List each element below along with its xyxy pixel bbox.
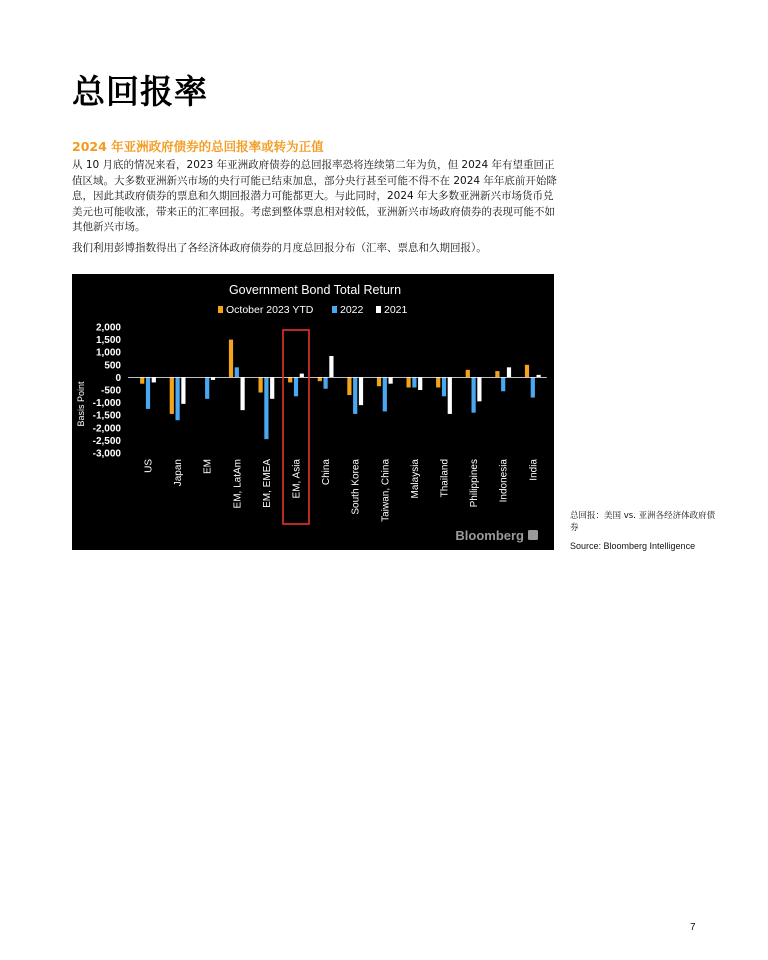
bar-1-12 [501,377,505,391]
x-tick-label: Philippines [469,459,481,508]
bar-2-12 [507,367,511,377]
bar-2-5 [300,374,304,378]
x-tick-label: EM, LatAm [232,459,244,509]
chart-source: Source: Bloomberg Intelligence [570,541,696,551]
chart-legend [218,304,408,316]
bar-0-11 [466,370,470,378]
x-tick-label: Indonesia [498,459,510,503]
bar-1-1 [176,377,180,420]
y-tick-label: -500 [100,385,121,397]
bar-1-2 [205,377,209,398]
chart-bars [140,340,541,440]
bar-1-7 [353,377,357,414]
x-tick-label: China [321,459,333,486]
section-heading: 2024 年亚洲政府债券的总回报率或转为正值 [72,139,324,154]
bar-0-8 [377,377,381,386]
y-tick-label: 500 [104,360,121,372]
y-axis-ticks [93,323,122,460]
bar-0-6 [318,377,322,381]
bar-1-8 [383,377,387,411]
bar-1-3 [235,367,239,377]
legend-label-1: 2022 [340,304,364,316]
bar-0-10 [436,377,440,387]
bar-2-0 [152,377,156,382]
y-tick-label: 1,000 [95,347,121,359]
bar-0-9 [407,377,411,387]
bar-0-5 [288,377,292,382]
y-tick-label: 0 [115,372,121,384]
x-tick-label: Malaysia [409,459,421,499]
x-tick-label: Taiwan, China [380,459,392,522]
x-tick-label: Japan [173,459,185,487]
bar-0-13 [525,365,529,378]
legend-label-0: October 2023 YTD [226,304,314,316]
bar-1-4 [264,377,268,439]
bar-1-5 [294,377,298,396]
bar-2-6 [329,356,333,377]
legend-swatch-1 [332,306,337,313]
x-tick-label: South Korea [350,459,362,515]
bar-1-11 [472,377,476,412]
bar-1-9 [412,377,416,387]
legend-label-2: 2021 [384,304,408,316]
y-tick-label: -1,000 [92,398,121,410]
bar-2-10 [448,377,452,414]
bar-2-9 [418,377,422,390]
bar-1-10 [442,377,446,396]
bar-0-0 [140,377,144,383]
bar-2-11 [477,377,481,401]
page-number: 7 [690,922,696,933]
y-tick-label: -1,500 [92,410,121,422]
x-tick-label: EM, EMEA [261,459,273,508]
bar-2-8 [389,377,393,383]
y-axis-title: Basis Point [76,381,86,427]
x-axis-labels [144,459,540,522]
bar-0-3 [229,340,233,378]
bar-2-1 [181,377,185,403]
bloomberg-watermark [455,528,538,543]
bar-0-7 [347,377,351,395]
chart-caption: 总回报：美国 vs. 亚洲各经济体政府债券 [570,511,716,533]
bar-1-6 [324,377,328,388]
bloomberg-terminal-icon [528,530,538,540]
x-tick-label: Thailand [439,459,451,498]
bar-0-12 [495,371,499,377]
y-tick-label: -2,000 [92,423,121,435]
x-tick-label: India [528,459,540,481]
method-paragraph: 我们利用彭博指数得出了各经济体政府债券的月度总回报分布（汇率、票息和久期回报）。 [72,242,487,254]
bar-1-0 [146,377,150,409]
bond-return-chart [72,274,554,550]
page-title: 总回报率 [72,72,208,111]
legend-swatch-2 [376,306,381,313]
bar-1-13 [531,377,535,397]
bar-0-4 [259,377,263,392]
chart-canvas [72,274,554,550]
legend-swatch-0 [218,306,223,313]
chart-title: Government Bond Total Return [228,283,402,297]
bloomberg-logo-text: Bloomberg [455,528,524,543]
x-tick-label: EM [202,459,214,474]
y-tick-label: -3,000 [92,448,121,460]
bar-2-7 [359,377,363,405]
y-tick-label: 1,500 [95,335,121,347]
x-tick-label: EM, Asia [291,459,303,499]
y-tick-label: -2,500 [92,435,121,447]
x-tick-label: US [143,459,155,473]
bar-2-3 [241,377,245,410]
intro-paragraph: 从 10 月底的情况来看，2023 年亚洲政府债券的总回报率恐将连续第二年为负，但 2024 年有望重回正值区域。大多数亚洲新兴市场的央行可能已结束加息，部分央行甚至可能不得不在 2024 年年底前开始降息，因此其政府债券的票息和久期回报潜力可能都更大。与此同时，2024 年大多数亚洲新兴市场货币兑美元也可能收涨，带来正的汇率回报。考虑到整体票息相对较低，亚洲新兴市场政府债券的表现可能不如其他新兴市场。 [72,159,557,233]
y-tick-label: 2,000 [95,322,121,334]
bar-2-4 [270,377,274,398]
bar-0-1 [170,377,174,414]
